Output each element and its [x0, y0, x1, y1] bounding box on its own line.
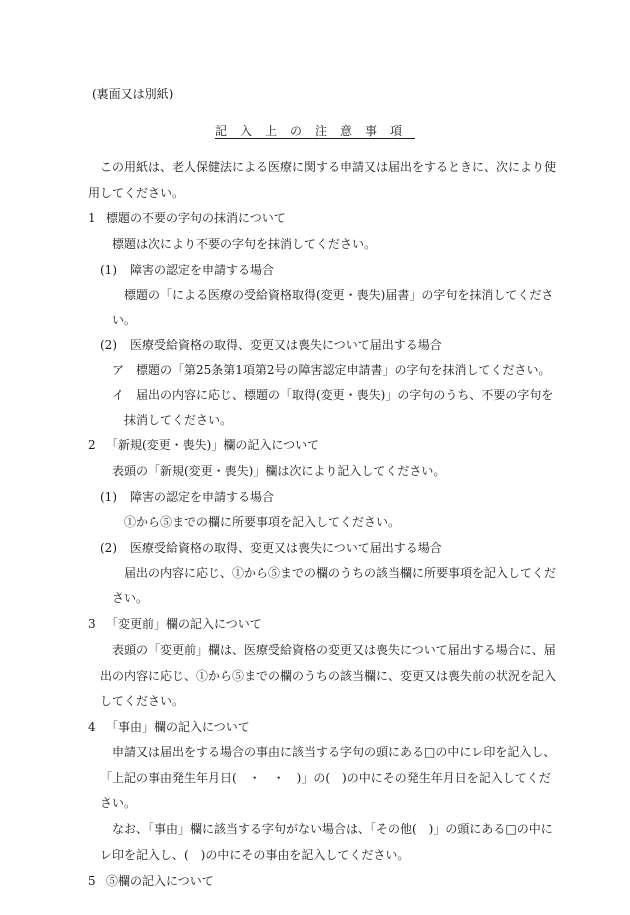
section-heading-text: ⑤欄の記入について — [106, 874, 214, 888]
section-number: 2 — [88, 438, 96, 452]
section-1-item-2-i-line-1 — [0, 387, 630, 403]
item-heading-text: 医療受給資格の取得、変更又は喪失について届出する場合 — [130, 541, 442, 555]
item-number: (1) — [100, 263, 117, 277]
section-4-line-2 — [0, 770, 630, 786]
intro-text-2: 用してください。 — [88, 186, 185, 200]
section-3-heading — [0, 616, 630, 632]
item-number: (2) — [100, 338, 117, 352]
sub-item-mark: イ — [112, 388, 125, 402]
page-title: 記入上の注意事項 — [214, 124, 415, 138]
page-note: (裏面又は別紙) — [92, 87, 174, 101]
section-1-item-1-heading — [0, 262, 630, 278]
section-body-text: レ印を記入し、( )の中にその事由を記入してください。 — [100, 848, 410, 862]
item-text: い。 — [112, 313, 137, 327]
section-1-item-2-heading — [0, 337, 630, 353]
section-1-body — [0, 236, 630, 252]
section-3-line-2 — [0, 668, 630, 684]
section-2-item-1-heading — [0, 489, 630, 505]
item-heading-text: 障害の認定を申請する場合 — [130, 490, 275, 504]
sub-item-text: 届出の内容に応じ、標題の「取得(変更・喪失)」の字句のうち、不要の字句を — [136, 388, 554, 402]
section-heading-text: 「新規(変更・喪失)」欄の記入について — [106, 438, 320, 452]
section-3-line-1 — [0, 642, 630, 658]
section-4-line-4 — [0, 821, 630, 837]
section-4-heading — [0, 719, 630, 735]
sub-item-text: 抹消してください。 — [124, 413, 233, 427]
section-2-body — [0, 463, 630, 479]
sub-item-text: 標題の「第25条第1項第2号の障害認定申請書」の字句を抹消してください。 — [136, 363, 551, 377]
section-heading-text: 「変更前」欄の記入について — [106, 617, 262, 631]
item-text: さい。 — [112, 591, 149, 605]
section-2-item-2-line-2 — [0, 590, 630, 606]
section-number: 1 — [88, 211, 96, 225]
sub-item-mark: ア — [112, 363, 125, 377]
section-body-text: 出の内容に応じ、①から⑤までの欄のうちの該当欄に、変更又は喪失前の状況を記入 — [100, 669, 557, 683]
section-1-heading — [0, 210, 630, 226]
item-heading-text: 医療受給資格の取得、変更又は喪失について届出する場合 — [130, 338, 442, 352]
section-heading-text: 標題の不要の字句の抹消について — [106, 211, 286, 225]
item-number: (2) — [100, 541, 117, 555]
section-1-item-1-line-2 — [0, 312, 630, 328]
section-2-item-2-line-1 — [0, 565, 630, 581]
intro-paragraph-line-1 — [0, 159, 630, 175]
section-heading-text: 「事由」欄の記入について — [106, 720, 250, 734]
item-text: 標題の「による医療の受給資格取得(変更・喪失)届書」の字句を抹消してくださ — [124, 288, 554, 302]
section-1-item-2-i-line-2 — [0, 412, 630, 428]
section-4-line-5 — [0, 847, 630, 863]
section-5-heading — [0, 873, 630, 889]
intro-text-1: この用紙は、老人保健法による医療に関する申請又は届出をするときに、次により使 — [100, 160, 557, 174]
item-text: ①から⑤までの欄に所要事項を記入してください。 — [124, 515, 401, 529]
section-body-text: 表頭の「新規(変更・喪失)」欄は次により記入してください。 — [112, 464, 446, 478]
item-number: (1) — [100, 490, 117, 504]
section-3-line-3 — [0, 693, 630, 709]
section-body-text: してください。 — [100, 694, 185, 708]
item-text: 届出の内容に応じ、①から⑤までの欄のうちの該当欄に所要事項を記入してくだ — [124, 566, 557, 580]
intro-paragraph-line-2 — [0, 185, 630, 201]
section-2-item-2-heading — [0, 540, 630, 556]
item-heading-text: 障害の認定を申請する場合 — [130, 263, 275, 277]
section-body-text: 標題は次により不要の字句を抹消してください。 — [112, 237, 377, 251]
section-1-item-1-line-1 — [0, 287, 630, 303]
section-2-heading — [0, 437, 630, 453]
section-number: 5 — [88, 874, 96, 888]
section-number: 4 — [88, 720, 96, 734]
section-4-line-3 — [0, 795, 630, 811]
section-2-item-1-line-1 — [0, 514, 630, 530]
section-body-text: 表頭の「変更前」欄は、医療受給資格の変更又は喪失について届出する場合に、届 — [112, 643, 556, 657]
section-4-line-1 — [0, 744, 630, 760]
section-1-item-2-a — [0, 362, 630, 378]
section-body-text: さい。 — [100, 796, 137, 810]
section-number: 3 — [88, 617, 96, 631]
section-body-text: なお、「事由」欄に該当する字句がない場合は、「その他( )」の頭にある□の中に — [112, 822, 553, 836]
section-body-text: 「上記の事由発生年月日( ・ ・ )」の( )の中にその発生年月日を記入してくだ — [100, 771, 551, 785]
section-body-text: 申請又は届出をする場合の事由に該当する字句の頭にある□の中にレ印を記入し、 — [112, 745, 556, 759]
